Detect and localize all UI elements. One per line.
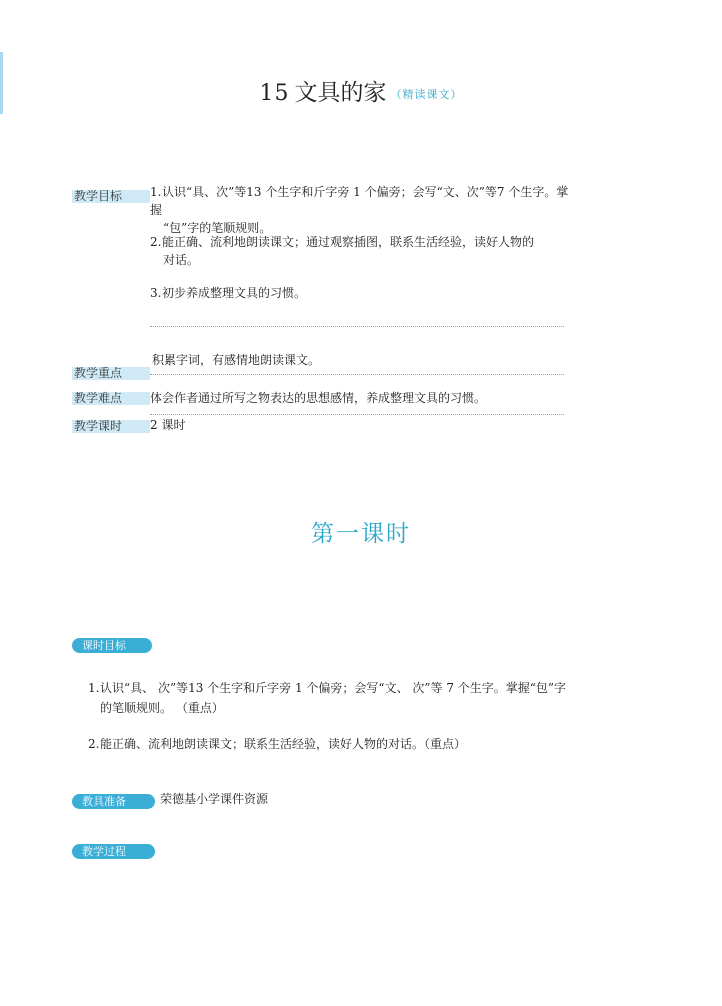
divider — [150, 374, 564, 375]
teaching-goals-label: 教学目标 — [72, 190, 150, 203]
objective-number: 1. — [88, 681, 100, 695]
goal-text-continued: “包”字的笔顺规则。 — [163, 221, 272, 235]
objective-text: 能正确、流利地朗读课文；联系生活经验，读好人物的对话。（重点） — [100, 737, 467, 751]
goal-text-continued: 对话。 — [163, 253, 200, 267]
lesson-objectives-label: 课时目标 — [72, 638, 152, 653]
goal-text: 初步养成整理文具的习惯。 — [162, 286, 307, 300]
teaching-goal-item — [150, 284, 580, 302]
periods-text: 2 课时 — [150, 418, 186, 432]
objective-text-continued: 的笔顺规则。 （重点） — [100, 701, 224, 715]
key-points-text: 积累字词，有感情地朗读课文。 — [152, 353, 321, 367]
goal-number: 1. — [150, 185, 162, 199]
lesson-objective-item — [88, 734, 648, 754]
lesson-objective-item — [88, 678, 648, 718]
divider — [150, 414, 564, 415]
objective-text: 认识“具、 次”等13 个生字和斤字旁 1 个偏旁；会写“文、 次”等 7 个生字。掌握“包”字 — [100, 681, 567, 695]
goal-text: 认识“具、次”等13 个生字和斤字旁 1 个偏旁；会写“文、次”等7 个生字。掌握 — [150, 185, 569, 217]
lesson-number: 15 — [259, 81, 290, 106]
goal-number: 2. — [150, 235, 162, 249]
goal-number: 3. — [150, 286, 162, 300]
teaching-goal-item — [150, 233, 580, 269]
process-label: 教学过程 — [72, 844, 155, 859]
lesson-title — [0, 74, 722, 107]
periods-label: 教学课时 — [72, 420, 150, 433]
section-title: 第一课时 — [311, 521, 411, 547]
divider — [150, 326, 564, 327]
difficulties-text: 体会作者通过所写之物表达的思想感情，养成整理文具的习惯。 — [150, 391, 487, 405]
objective-number: 2. — [88, 737, 100, 751]
materials-text: 荣德基小学课件资源 — [160, 792, 269, 806]
lesson-name: 文具的家 — [294, 80, 387, 106]
teaching-goal-item — [150, 183, 580, 237]
lesson-type: （精读课文） — [390, 88, 463, 101]
key-points-label: 教学重点 — [72, 367, 150, 380]
goal-text: 能正确、流利地朗读课文；通过观察插图，联系生活经验，读好人物的 — [162, 235, 535, 249]
materials-label: 教具准备 — [72, 794, 155, 809]
difficulties-label: 教学难点 — [72, 392, 150, 405]
